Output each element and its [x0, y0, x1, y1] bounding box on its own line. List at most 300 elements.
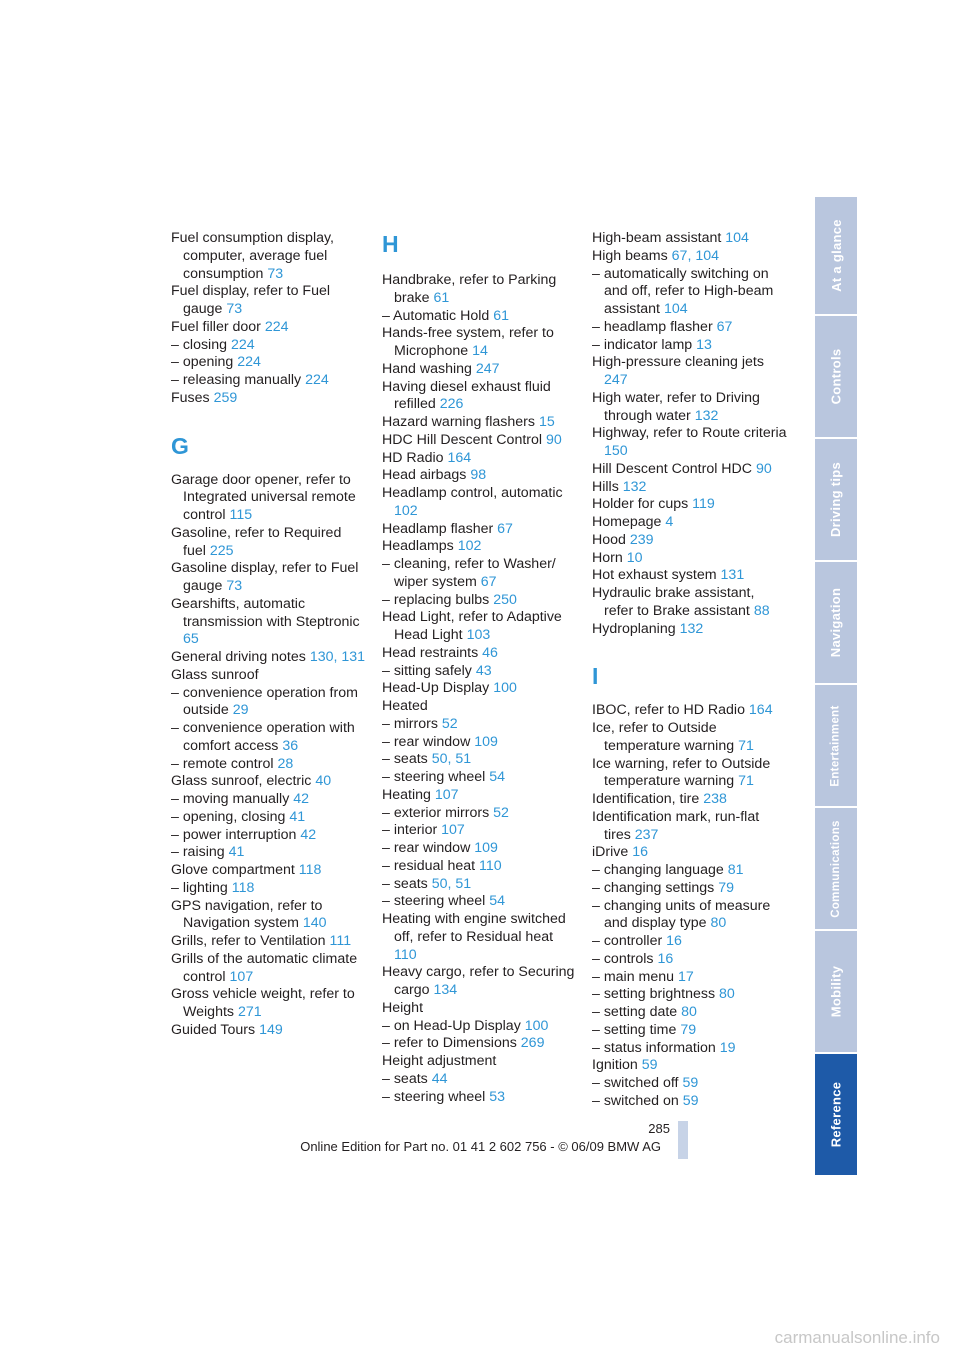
- index-page-link[interactable]: 16: [657, 950, 674, 967]
- index-page-link[interactable]: 41: [289, 808, 306, 825]
- index-entry: [382, 414, 577, 432]
- section-tab-mobility[interactable]: [815, 931, 857, 1054]
- index-entry: [171, 685, 366, 721]
- index-entry-term: GPS navigation, refer to Navigation system: [171, 897, 323, 932]
- index-entry: [382, 716, 577, 734]
- index-entry: [592, 550, 787, 568]
- index-entry-term: – setting brightness: [592, 986, 716, 1003]
- index-entry-term: – Automatic Hold: [382, 307, 490, 324]
- index-entry-term: – controller: [592, 933, 663, 949]
- index-entry-term: HD Radio: [382, 449, 444, 466]
- index-page-link[interactable]: 259: [213, 389, 238, 406]
- index-page-link[interactable]: 43: [475, 662, 492, 679]
- index-entry: [171, 1022, 366, 1040]
- index-entry: [592, 354, 787, 390]
- index-page-link[interactable]: 131: [720, 567, 745, 584]
- index-entry: [382, 521, 577, 539]
- section-tab-label: Mobility: [828, 965, 844, 1018]
- index-entry: [382, 485, 577, 521]
- index-page-link[interactable]: 53: [489, 1088, 506, 1105]
- index-entry-term: – steering wheel: [382, 893, 486, 910]
- index-page-link[interactable]: 80: [710, 915, 727, 932]
- index-page-link[interactable]: 100: [493, 680, 517, 697]
- section-tab-label: Reference: [828, 1081, 844, 1148]
- index-entry-term: – status information: [592, 1039, 716, 1056]
- index-entry-term: Gearshifts, automatic transmission with Steptronic: [171, 595, 360, 630]
- index-entry: [382, 467, 577, 485]
- index-entry-term: Fuses: [171, 389, 210, 406]
- index-entry-term: Heavy cargo, refer to Securing cargo: [382, 964, 575, 998]
- index-entry-term: – seats: [382, 751, 428, 768]
- index-page-link[interactable]: 250: [493, 591, 517, 608]
- index-entry-term: – sitting safely: [382, 662, 472, 679]
- index-entry: [592, 951, 787, 969]
- index-page-link[interactable]: 41: [228, 844, 245, 861]
- index-page-link[interactable]: 149: [259, 1021, 283, 1038]
- index-page-link[interactable]: 79: [680, 1021, 697, 1038]
- index-entry-term: Gasoline display, refer to Fuel gauge: [171, 560, 359, 594]
- index-page-link[interactable]: 19: [719, 1039, 736, 1056]
- index-entry: [592, 1040, 787, 1058]
- index-entry-term: High beams: [592, 247, 668, 264]
- index-page-link[interactable]: 224: [237, 354, 261, 371]
- index-page-link[interactable]: 65: [183, 631, 199, 648]
- index-entry-term: Hydraulic brake assistant, refer to Brake assistant: [592, 585, 755, 619]
- index-page-link[interactable]: 109: [474, 733, 498, 750]
- index-page-link[interactable]: 28: [277, 755, 294, 772]
- index-entry-term: Hills: [592, 478, 619, 495]
- index-entry: [592, 479, 787, 497]
- index-entry: [382, 1035, 577, 1053]
- index-entry-term: Heating with engine switched off, refer to Residual heat: [382, 911, 566, 945]
- index-entry: [592, 880, 787, 898]
- section-tab-at-a-glance[interactable]: [815, 197, 857, 316]
- index-entry-term: Fuel display, refer to Fuel gauge: [171, 283, 331, 317]
- index-entry: [592, 898, 787, 934]
- index-entry-term: Heated: [382, 698, 428, 714]
- index-entry-term: Hazard warning flashers: [382, 414, 535, 430]
- index-page-link[interactable]: 164: [748, 702, 773, 719]
- index-entry: [592, 969, 787, 987]
- index-entry: [382, 893, 577, 911]
- index-page-link[interactable]: 46: [482, 644, 498, 661]
- index-entry: [592, 1093, 787, 1111]
- index-entry-term: Hands-free system, refer to Microphone: [382, 325, 554, 359]
- index-page-link[interactable]: 29: [232, 702, 249, 719]
- index-entry-term: Horn: [592, 549, 623, 566]
- index-entry: [592, 567, 787, 585]
- section-tab-label: Driving tips: [828, 461, 844, 538]
- index-entry: [592, 266, 787, 319]
- index-entry-term: Headlamps: [382, 538, 454, 555]
- index-entry: [592, 702, 787, 720]
- index-entry: [382, 840, 577, 858]
- index-entry: [171, 319, 366, 337]
- index-entry-term: Holder for cups: [592, 496, 689, 513]
- index-entry: [592, 1004, 787, 1022]
- index-page-link[interactable]: 119: [692, 496, 715, 513]
- index-page-link[interactable]: 73: [226, 578, 243, 594]
- index-entry-term: – on Head-Up Display: [382, 1017, 521, 1034]
- index-entry: [592, 809, 787, 845]
- index-entry: [382, 964, 577, 1000]
- index-entry-term: Glass sunroof, electric: [171, 773, 312, 790]
- index-entry: [592, 425, 787, 461]
- index-page-link[interactable]: 81: [727, 862, 744, 878]
- index-entry: [592, 514, 787, 532]
- index-entry: [592, 337, 787, 355]
- index-entry-term: HDC Hill Descent Control: [382, 431, 543, 448]
- index-entry-term: – exterior mirrors: [382, 804, 490, 821]
- index-entry-term: General driving notes: [171, 649, 306, 665]
- index-entry: [171, 372, 366, 390]
- index-page-link[interactable]: 50, 51: [431, 875, 472, 892]
- index-column-1: [171, 230, 366, 1040]
- index-page-link[interactable]: 247: [604, 372, 628, 388]
- index-page-link[interactable]: 61: [433, 289, 450, 306]
- index-entry: [171, 827, 366, 845]
- index-page-link[interactable]: 73: [267, 265, 284, 282]
- index-entry-term: – rear window: [382, 733, 471, 750]
- index-entry: [382, 592, 577, 610]
- index-page-link[interactable]: 16: [632, 844, 648, 861]
- index-page-link[interactable]: 115: [229, 507, 253, 523]
- index-page-link[interactable]: 80: [681, 1004, 697, 1020]
- index-page-link[interactable]: 239: [629, 531, 654, 548]
- index-entry-term: Grills of the automatic climate control: [171, 950, 358, 985]
- index-entry-term: – setting time: [592, 1021, 677, 1038]
- index-page-link[interactable]: 15: [538, 414, 555, 430]
- index-page-link[interactable]: 80: [719, 986, 735, 1003]
- index-page-link[interactable]: 88: [753, 602, 770, 619]
- index-entry-term: High-beam assistant: [592, 230, 722, 246]
- index-page-link[interactable]: 247: [475, 360, 500, 377]
- index-page-link[interactable]: 132: [694, 407, 719, 424]
- index-entry: [382, 911, 577, 964]
- index-entry-term: – releasing manually: [171, 372, 302, 388]
- index-entry: [592, 986, 787, 1004]
- index-entry-term: – changing units of measure and display type: [592, 897, 771, 932]
- index-page-link[interactable]: 79: [718, 879, 734, 896]
- index-entry-term: – cleaning, refer to Washer/ wiper system: [382, 556, 556, 590]
- index-entry: [592, 862, 787, 880]
- index-entry-term: iDrive: [592, 844, 629, 861]
- index-entry: [171, 230, 366, 283]
- index-entry: [382, 805, 577, 823]
- index-page-link[interactable]: 150: [604, 443, 628, 459]
- index-entry-term: Fuel filler door: [171, 318, 261, 335]
- index-entry-term: Head-Up Display: [382, 680, 490, 697]
- index-entry: [592, 1075, 787, 1093]
- index-entry-term: – automatically switching on and off, refer to High-beam assistant: [592, 265, 774, 317]
- footer-edition: Online Edition for Part no. 01 41 2 602 756 - © 06/09 BMW AG: [300, 1139, 661, 1154]
- index-letter-heading: H: [382, 231, 399, 257]
- index-page-link[interactable]: 40: [315, 773, 332, 790]
- index-page-link[interactable]: 98: [470, 467, 487, 484]
- page-number: 285: [648, 1121, 670, 1136]
- index-entry-term: – opening: [171, 354, 234, 371]
- index-entry: [382, 1018, 577, 1036]
- index-entry: [382, 325, 577, 361]
- index-entry-term: – convenience operation from outside: [171, 684, 358, 719]
- index-page-link[interactable]: 102: [394, 502, 418, 519]
- index-page-link[interactable]: 269: [520, 1035, 545, 1052]
- index-entry: [171, 390, 366, 408]
- index-entry-term: – main menu: [592, 968, 675, 985]
- section-tab-reference[interactable]: [815, 1054, 857, 1177]
- section-tab-label: Entertainment: [830, 704, 842, 787]
- index-entry-term: Hand washing: [382, 360, 472, 377]
- index-entry-term: – changing settings: [592, 879, 715, 896]
- index-entry: [171, 862, 366, 880]
- index-entry: [171, 649, 366, 667]
- index-entry: [592, 585, 787, 621]
- index-page-link[interactable]: 73: [226, 301, 243, 317]
- index-entry: [592, 230, 787, 248]
- index-page-link[interactable]: 14: [472, 343, 488, 359]
- section-tab-label: Controls: [828, 348, 844, 405]
- index-entry: [382, 1000, 577, 1018]
- index-entry: [592, 532, 787, 550]
- index-page-link[interactable]: 104: [663, 301, 688, 317]
- index-entry: [382, 308, 577, 326]
- index-page-link[interactable]: 118: [231, 879, 255, 896]
- index-page-link[interactable]: 107: [229, 968, 254, 985]
- index-page-link[interactable]: 54: [489, 893, 506, 910]
- index-page-link[interactable]: 67, 104: [671, 247, 720, 264]
- index-entry: [382, 858, 577, 876]
- index-page-link[interactable]: 110: [394, 946, 417, 963]
- index-page-link[interactable]: 224: [264, 318, 289, 335]
- index-page-link[interactable]: 4: [665, 514, 674, 530]
- index-entry: [592, 791, 787, 809]
- index-page-link[interactable]: 237: [634, 826, 659, 843]
- index-entry-term: Gross vehicle weight, refer to Weights: [171, 986, 355, 1020]
- index-page-link[interactable]: 90: [756, 460, 772, 477]
- index-entry: [382, 876, 577, 894]
- section-tab-label: Communications: [830, 819, 842, 918]
- index-page-link[interactable]: 50, 51: [431, 751, 472, 768]
- index-entry: [382, 663, 577, 681]
- index-page-link[interactable]: 238: [703, 791, 727, 807]
- index-page-link[interactable]: 71: [738, 773, 754, 790]
- index-page-link[interactable]: 67: [480, 573, 497, 590]
- index-entry-term: – opening, closing: [171, 808, 286, 825]
- index-page-link[interactable]: 16: [666, 933, 682, 949]
- index-page-link[interactable]: 107: [434, 786, 459, 803]
- index-entry-term: – lighting: [171, 879, 228, 896]
- index-page-link[interactable]: 130, 131: [309, 649, 366, 665]
- index-entry-term: Identification mark, run-flat tires: [592, 808, 760, 843]
- index-entry-term: Identification, tire: [592, 791, 700, 807]
- index-letter-heading: I: [592, 663, 599, 690]
- index-page-link[interactable]: 13: [696, 336, 712, 353]
- index-page-link[interactable]: 118: [298, 862, 322, 878]
- index-page-link[interactable]: 107: [441, 822, 465, 839]
- index-entry: [382, 556, 577, 592]
- index-entry-term: – setting date: [592, 1004, 678, 1020]
- index-entry: [171, 472, 366, 525]
- index-page-link[interactable]: 134: [433, 982, 458, 998]
- index-entry-term: – residual heat: [382, 857, 476, 874]
- index-entry: [382, 787, 577, 805]
- index-entry: [171, 337, 366, 355]
- section-tab-label: At a glance: [828, 219, 844, 292]
- index-entry: [382, 272, 577, 308]
- index-column-3: [592, 230, 787, 1111]
- index-entry-term: – refer to Dimensions: [382, 1035, 517, 1052]
- index-page-link[interactable]: 226: [439, 396, 464, 413]
- index-entry: [171, 791, 366, 809]
- index-page-link[interactable]: 271: [237, 1004, 262, 1020]
- index-entry-term: Ignition: [592, 1057, 638, 1074]
- index-page-link[interactable]: 42: [293, 791, 310, 807]
- index-entry: [171, 283, 366, 319]
- index-page-link[interactable]: 90: [546, 431, 562, 448]
- index-entry-term: – controls: [592, 950, 654, 967]
- index-page-link[interactable]: 164: [447, 449, 472, 466]
- index-page-link[interactable]: 110: [479, 857, 502, 874]
- index-entry: [171, 844, 366, 862]
- index-entry-term: Grills, refer to Ventilation: [171, 933, 326, 949]
- index-entry-term: Garage door opener, refer to Integrated universal remote control: [171, 471, 356, 523]
- index-entry-term: Guided Tours: [171, 1021, 256, 1038]
- index-entry: [592, 496, 787, 514]
- index-entry: [592, 933, 787, 951]
- index-page-link[interactable]: 10: [626, 549, 643, 566]
- index-entry: [382, 734, 577, 752]
- index-entry: [382, 645, 577, 663]
- index-entry: [171, 596, 366, 649]
- index-page-link[interactable]: 71: [738, 737, 754, 754]
- index-entry-term: – raising: [171, 844, 225, 861]
- section-tab-driving-tips[interactable]: [815, 439, 857, 562]
- watermark: carmanualsonline.info: [774, 1328, 940, 1347]
- index-page-link[interactable]: 132: [679, 620, 704, 637]
- index-entry-term: Fuel consumption display, computer, average fuel consumption: [171, 230, 334, 282]
- index-entry: [592, 1057, 787, 1075]
- index-entry-term: – moving manually: [171, 791, 290, 807]
- index-entry-term: – rear window: [382, 840, 471, 856]
- index-entry-term: Height: [382, 999, 424, 1016]
- index-entry: [382, 450, 577, 468]
- section-tab-entertainment[interactable]: [815, 685, 857, 808]
- index-entry-term: – steering wheel: [382, 769, 486, 785]
- index-page-link[interactable]: 17: [677, 968, 694, 985]
- page-marker: [678, 1121, 688, 1159]
- index-page-link[interactable]: 224: [230, 336, 255, 353]
- index-page-link[interactable]: 100: [524, 1017, 549, 1034]
- index-entry-term: Ice warning, refer to Outside temperature warning: [592, 755, 771, 790]
- index-entry: [592, 248, 787, 266]
- index-page-link[interactable]: 54: [489, 769, 506, 785]
- index-entry-term: – seats: [382, 1070, 428, 1087]
- index-entry: [171, 525, 366, 561]
- index-entry-term: – power interruption: [171, 826, 297, 843]
- section-tab-communications[interactable]: [815, 808, 857, 931]
- index-entry-term: – switched on: [592, 1092, 679, 1109]
- index-entry-term: Hot exhaust system: [592, 567, 717, 584]
- index-entry: [382, 1089, 577, 1107]
- index-entry-term: – headlamp flasher: [592, 318, 713, 335]
- index-entry-term: Glass sunroof: [171, 666, 259, 683]
- index-entry-term: Handbrake, refer to Parking brake: [382, 272, 557, 306]
- index-entry: [171, 773, 366, 791]
- index-entry: [592, 319, 787, 337]
- index-entry-term: Highway, refer to Route criteria: [592, 425, 787, 442]
- index-page-link[interactable]: 140: [302, 915, 327, 932]
- index-page-link[interactable]: 67: [497, 520, 513, 537]
- index-entry-term: High-pressure cleaning jets: [592, 354, 764, 371]
- index-entry: [171, 898, 366, 934]
- index-entry: [592, 756, 787, 792]
- index-page-link[interactable]: 224: [305, 372, 329, 388]
- index-entry: [171, 720, 366, 756]
- index-entry-term: Head airbags: [382, 467, 467, 484]
- index-page-link[interactable]: 103: [466, 627, 491, 643]
- index-page-link[interactable]: 42: [300, 826, 317, 843]
- index-entry-term: Hydroplaning: [592, 620, 676, 637]
- index-entry-term: – closing: [171, 336, 227, 353]
- section-tab-navigation[interactable]: [815, 562, 857, 685]
- index-entry-term: – changing language: [592, 862, 724, 878]
- index-entry-term: Head restraints: [382, 644, 479, 661]
- index-page-link[interactable]: 109: [474, 840, 498, 856]
- index-entry: [592, 390, 787, 426]
- index-page-link[interactable]: 59: [682, 1075, 699, 1091]
- index-page-link[interactable]: 59: [641, 1057, 658, 1074]
- index-entry-term: – remote control: [171, 755, 274, 772]
- index-entry: [592, 720, 787, 756]
- section-tab-label: Navigation: [828, 587, 844, 658]
- index-entry-term: – convenience operation with comfort access: [171, 720, 355, 754]
- index-page-link[interactable]: 52: [441, 715, 458, 732]
- index-page-link[interactable]: 59: [682, 1092, 699, 1109]
- index-entry: [171, 756, 366, 774]
- index-entry: [382, 379, 577, 415]
- index-entry-term: – mirrors: [382, 715, 438, 732]
- section-tabs: [815, 197, 857, 1177]
- index-entry-term: Headlamp flasher: [382, 520, 494, 537]
- index-entry: [382, 538, 577, 556]
- index-entry: [171, 951, 366, 987]
- index-entry: [592, 1022, 787, 1040]
- index-entry: [171, 809, 366, 827]
- index-entry: [382, 432, 577, 450]
- index-column-2: [382, 230, 577, 1106]
- index-entry: [382, 609, 577, 645]
- index-page-link[interactable]: 61: [493, 307, 509, 324]
- index-entry: [171, 933, 366, 951]
- index-page-link[interactable]: 52: [493, 804, 509, 821]
- index-entry-term: Glove compartment: [171, 862, 295, 878]
- index-page-link[interactable]: 67: [716, 318, 733, 335]
- index-entry: [382, 698, 577, 716]
- index-page-link[interactable]: 132: [622, 478, 647, 495]
- index-page-link[interactable]: 102: [457, 538, 482, 555]
- section-tab-controls[interactable]: [815, 316, 857, 439]
- index-page-link[interactable]: 225: [209, 542, 234, 559]
- index-page-link[interactable]: 44: [431, 1070, 448, 1087]
- index-page-link[interactable]: 104: [725, 230, 749, 246]
- index-entry-term: Having diesel exhaust fluid refilled: [382, 378, 551, 413]
- index-page-link[interactable]: 36: [282, 737, 299, 754]
- index-page-link[interactable]: 111: [329, 933, 352, 949]
- index-entry-term: – interior: [382, 822, 438, 839]
- index-entry-term: Hill Descent Control HDC: [592, 460, 753, 477]
- index-entry-term: – indicator lamp: [592, 336, 693, 353]
- index-entry-term: Height adjustment: [382, 1053, 497, 1069]
